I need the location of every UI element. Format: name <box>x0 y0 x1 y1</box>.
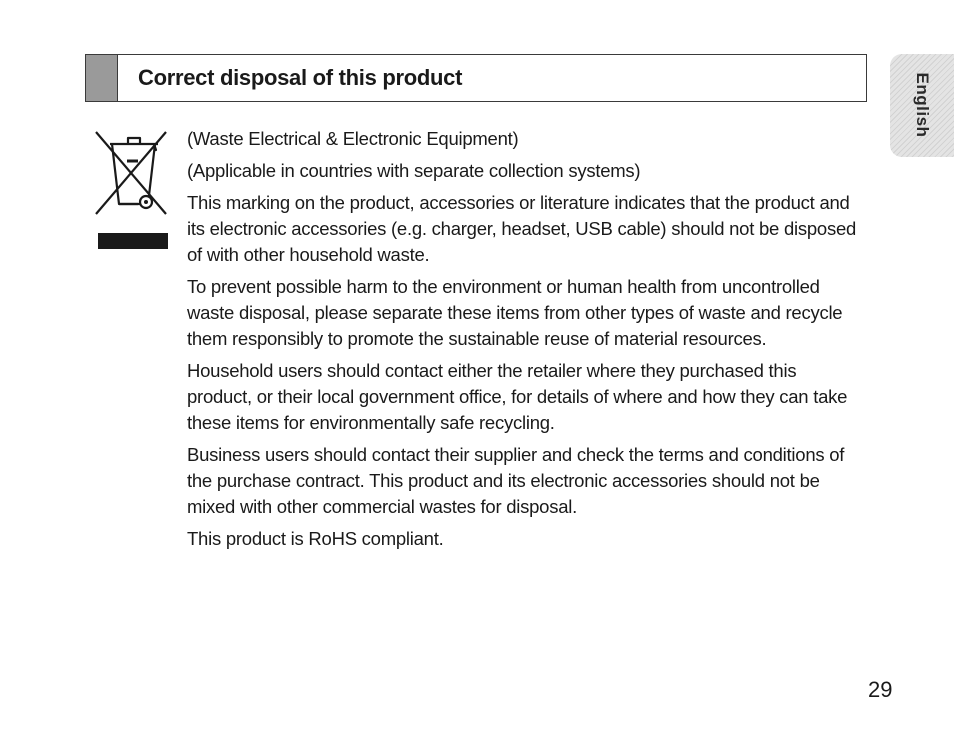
paragraph-household-users: Household users should contact either the retailer where they purchased this product, or their local government office, for details of where and how they can take these items for environmentally safe recycling. <box>187 360 848 433</box>
paragraph-marking: This marking on the product, accessories or literature indicates that the product and its electronic accessories (e.g. charger, headset, USB cable) should not be disposed of with other household waste. <box>187 192 857 265</box>
section-header <box>85 54 867 102</box>
language-tab[interactable] <box>890 54 954 157</box>
paragraph-business-users: Business users should contact their supplier and check the terms and conditions of the purchase contract. This product and its electronic accessories should not be mixed with other commercial wastes for disposal. <box>187 444 845 517</box>
paragraph-rohs: This product is RoHS compliant. <box>187 528 444 549</box>
paragraph-weee: (Waste Electrical & Electronic Equipment) <box>187 128 519 149</box>
section-title: Correct disposal of this product <box>138 65 463 90</box>
header-accent-bar <box>86 55 118 101</box>
page-number: 29 <box>868 677 893 702</box>
paragraph-prevent-harm: To prevent possible harm to the environment or human health from uncontrolled waste disposal, please separate these items from other types of waste and recycle them responsibly to promote the sustainable reuse of material resources. <box>187 276 843 349</box>
paragraph-applicable: (Applicable in countries with separate collection systems) <box>187 160 641 181</box>
crossed-out-wheelie-bin-icon <box>94 128 168 252</box>
language-tab-label: English <box>913 72 932 138</box>
disposal-text <box>187 126 859 558</box>
